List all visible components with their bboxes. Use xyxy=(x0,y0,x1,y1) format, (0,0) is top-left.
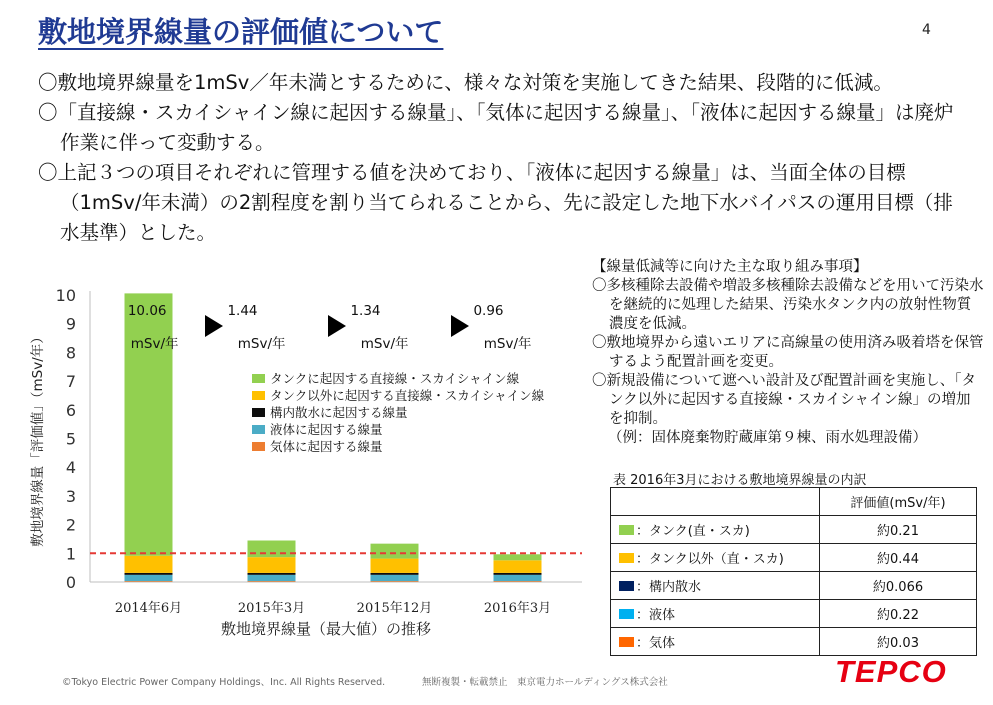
table-row xyxy=(611,600,977,628)
bullet-item: 〇「直接線・スカイシャイン線に起因する線量」、「気体に起因する線量」、「液体に起因する線量」は廃炉作業に伴って変動する。 xyxy=(38,101,954,154)
color-swatch xyxy=(619,609,634,619)
bar-total-unit: mSv/年 xyxy=(237,336,286,352)
y-tick-label: 10 xyxy=(55,286,76,305)
bar-segment xyxy=(248,540,296,557)
chart-legend xyxy=(252,370,544,455)
legend-label: 液体に起因する線量 xyxy=(270,422,383,437)
legend-entry xyxy=(252,370,544,387)
table-cell-value: 約0.03 xyxy=(820,628,977,656)
legend-entry xyxy=(252,438,544,455)
bar-segment xyxy=(494,554,542,560)
bar-segment xyxy=(248,573,296,575)
measure-item: 〇多核種除去設備や増設多核種除去設備などを用いて汚染水を継続的に処理した結果、汚染水タンク内の放射性物質濃度を低減。 xyxy=(592,278,984,332)
legend-swatch xyxy=(252,408,265,417)
bar-total-value: 1.34 xyxy=(350,303,381,319)
x-tick-label: 2015年3月 xyxy=(237,601,306,616)
x-tick-label: 2015年12月 xyxy=(356,601,433,616)
footer-copyright: ©Tokyo Electric Power Company Holdings、Inc. All Rights Reserved. xyxy=(62,677,386,688)
summary-bullets xyxy=(38,68,968,248)
table-cell-label xyxy=(611,516,820,544)
table-header-value: 評価値(mSv/年) xyxy=(820,488,977,516)
legend-label: タンク以外に起因する直接線・スカイシャイン線 xyxy=(270,388,545,403)
triangle-arrow-icon xyxy=(451,315,469,337)
legend-entry xyxy=(252,404,544,421)
y-tick-label: 7 xyxy=(65,372,76,392)
y-tick-label: 2 xyxy=(65,515,76,535)
bar-segment xyxy=(371,575,419,581)
bar-total-unit: mSv/年 xyxy=(360,336,409,352)
bar-segment xyxy=(125,581,173,582)
bullet-item: 〇上記３つの項目それぞれに管理する値を決めており、「液体に起因する線量」は、当面全体の目標（1mSv/年未満）の2割程度を割り当てられることから、先に設定した地下水バイパスの運用目標（排水基準）とした。 xyxy=(38,161,953,244)
bar-segment xyxy=(371,581,419,582)
table-cell-value: 約0.21 xyxy=(820,516,977,544)
footer-notice: 無断複製・転載禁止 東京電力ホールディングス株式会社 xyxy=(422,677,668,688)
legend-label: 構内散水に起因する線量 xyxy=(270,405,408,420)
bar-segment xyxy=(125,575,173,581)
bar-segment xyxy=(125,573,173,575)
bar-segment xyxy=(248,581,296,582)
triangle-arrow-icon xyxy=(205,315,223,337)
row-label: ：液体 xyxy=(636,608,676,623)
bar-segment xyxy=(494,573,542,575)
legend-swatch xyxy=(252,425,265,434)
color-swatch xyxy=(619,637,634,647)
bullet-item: 〇敷地境界線量を1mSv／年未満とするために、様々な対策を実施してきた結果、段階的に低減。 xyxy=(38,71,893,94)
table-cell-value: 約0.44 xyxy=(820,544,977,572)
y-tick-label: 4 xyxy=(65,458,76,478)
tepco-logo: TEPCO xyxy=(835,654,947,689)
table-cell-label xyxy=(611,628,820,656)
x-axis-label: 敷地境界線量（最大値）の推移 xyxy=(220,620,432,638)
table-cell-label xyxy=(611,544,820,572)
bar-total-unit: mSv/年 xyxy=(130,336,179,352)
color-swatch xyxy=(619,553,634,563)
measure-item: 〇敷地境界から遠いエリアに高線量の使用済み吸着塔を保管するよう配置計画を変更。 xyxy=(592,335,984,370)
bar-segment xyxy=(494,560,542,573)
page-number: 4 xyxy=(922,22,931,38)
x-tick-label: 2016年3月 xyxy=(483,601,552,616)
table-row xyxy=(611,544,977,572)
table-row xyxy=(611,516,977,544)
bar-segment xyxy=(371,573,419,575)
table-header-empty xyxy=(611,488,820,516)
table-cell-value: 約0.066 xyxy=(820,572,977,600)
bar-segment xyxy=(494,575,542,581)
triangle-arrow-icon xyxy=(328,315,346,337)
bar-total-value: 0.96 xyxy=(473,303,504,319)
page-title: 敷地境界線量の評価値について xyxy=(38,15,444,49)
row-label: ：構内散水 xyxy=(636,580,702,595)
table-caption: 表 2016年3月における敷地境界線量の内訳 xyxy=(613,473,867,488)
legend-swatch xyxy=(252,391,265,400)
y-tick-label: 8 xyxy=(65,343,76,363)
legend-label: 気体に起因する線量 xyxy=(270,439,383,454)
dose-stacked-bar-chart xyxy=(0,280,590,650)
legend-swatch xyxy=(252,374,265,383)
y-tick-label: 3 xyxy=(65,486,76,506)
table-cell-label xyxy=(611,572,820,600)
legend-entry xyxy=(252,387,544,404)
color-swatch xyxy=(619,581,634,591)
table-row xyxy=(611,572,977,600)
legend-label: タンクに起因する直接線・スカイシャイン線 xyxy=(270,371,520,386)
bar-segment xyxy=(371,544,419,559)
table-cell-label xyxy=(611,600,820,628)
bar-total-unit: mSv/年 xyxy=(483,336,532,352)
bar-segment xyxy=(125,556,173,573)
measure-item: 〇新規設備について遮へい設計及び配置計画を実施し、「タンク以外に起因する直接線・スカイシャイン線」の増加を抑制。 xyxy=(592,373,976,427)
y-tick-label: 1 xyxy=(65,544,76,564)
y-tick-label: 9 xyxy=(65,314,76,334)
x-tick-label: 2014年6月 xyxy=(114,601,183,616)
row-label: ：タンク(直・スカ) xyxy=(636,524,750,539)
bar-total-value: 1.44 xyxy=(227,303,258,319)
bar-segment xyxy=(248,575,296,581)
bar-segment xyxy=(371,559,419,573)
y-tick-label: 0 xyxy=(65,573,76,592)
y-axis-label: 敷地境界線量「評価値」（mSv/年） xyxy=(30,330,46,547)
dose-breakdown-table xyxy=(610,487,977,656)
row-label: ：気体 xyxy=(636,636,676,651)
legend-entry xyxy=(252,421,544,438)
measures-title: 【線量低減等に向けた主な取り組み事項】 xyxy=(592,259,868,275)
legend-swatch xyxy=(252,442,265,451)
y-tick-label: 6 xyxy=(65,400,76,420)
table-row xyxy=(611,628,977,656)
measure-example: （例：固体廃棄物貯蔵庫第９棟、雨水処理設備） xyxy=(608,430,927,446)
y-tick-label: 5 xyxy=(65,429,76,449)
bar-segment xyxy=(125,293,173,555)
bar-total-value: 10.06 xyxy=(127,303,167,319)
table-header-row xyxy=(611,488,977,516)
measures-panel xyxy=(592,258,984,448)
row-label: ：タンク以外（直・スカ) xyxy=(636,552,784,567)
bar-segment xyxy=(494,581,542,582)
bar-segment xyxy=(248,557,296,573)
color-swatch xyxy=(619,525,634,535)
table-cell-value: 約0.22 xyxy=(820,600,977,628)
